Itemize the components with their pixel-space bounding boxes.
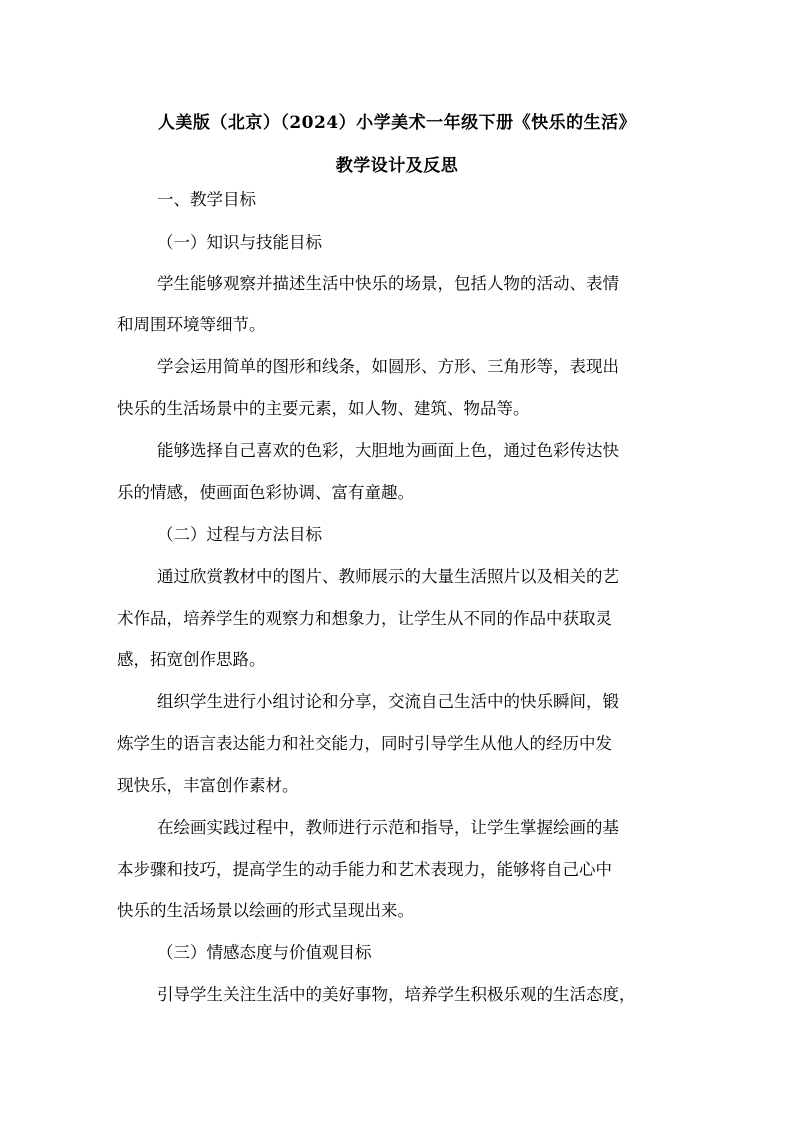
section-heading-teaching-goals: 一、教学目标 xyxy=(157,190,256,209)
paragraph-line: 术作品，培养学生的观察力和想象力，让学生从不同的作品中获取灵 xyxy=(117,609,612,628)
paragraph-line: 组织学生进行小组讨论和分享，交流自己生活中的快乐瞬间，锻 xyxy=(157,692,619,711)
subheading-knowledge-skills: （一）知识与技能目标 xyxy=(157,233,322,252)
paragraph-line: 在绘画实践过程中，教师进行示范和指导，让学生掌握绘画的基 xyxy=(157,818,619,837)
paragraph-line: 炼学生的语言表达能力和社交能力，同时引导学生从他人的经历中发 xyxy=(117,734,612,753)
paragraph-line: 能够选择自己喜欢的色彩，大胆地为画面上色，通过色彩传达快 xyxy=(157,441,619,460)
document-title-line2: 教学设计及反思 xyxy=(335,156,459,176)
paragraph-line: 学生能够观察并描述生活中快乐的场景，包括人物的活动、表情 xyxy=(157,274,619,293)
paragraph-line: 学会运用简单的图形和线条，如圆形、方形、三角形等，表现出 xyxy=(157,357,619,376)
paragraph-line: 本步骤和技巧，提高学生的动手能力和艺术表现力，能够将自己心中 xyxy=(117,860,612,879)
paragraph-line: 通过欣赏教材中的图片、教师展示的大量生活照片以及相关的艺 xyxy=(157,567,619,586)
paragraph-line: 感，拓宽创作思路。 xyxy=(117,650,266,669)
document-title-line1: 人美版（北京）（2024）小学美术一年级下册《快乐的生活》 xyxy=(157,113,637,133)
subheading-emotion-values: （三）情感态度与价值观目标 xyxy=(157,943,372,962)
paragraph-line: 快乐的生活场景以绘画的形式呈现出来。 xyxy=(117,901,414,920)
paragraph-line: 快乐的生活场景中的主要元素，如人物、建筑、物品等。 xyxy=(117,399,530,418)
subheading-process-methods: （二）过程与方法目标 xyxy=(157,525,322,544)
paragraph-line: 乐的情感，使画面色彩协调、富有童趣。 xyxy=(117,483,414,502)
paragraph-line: 和周围环境等细节。 xyxy=(117,315,266,334)
paragraph-line: 引导学生关注生活中的美好事物，培养学生积极乐观的生活态度， xyxy=(157,985,636,1004)
paragraph-line: 现快乐，丰富创作素材。 xyxy=(117,776,299,795)
